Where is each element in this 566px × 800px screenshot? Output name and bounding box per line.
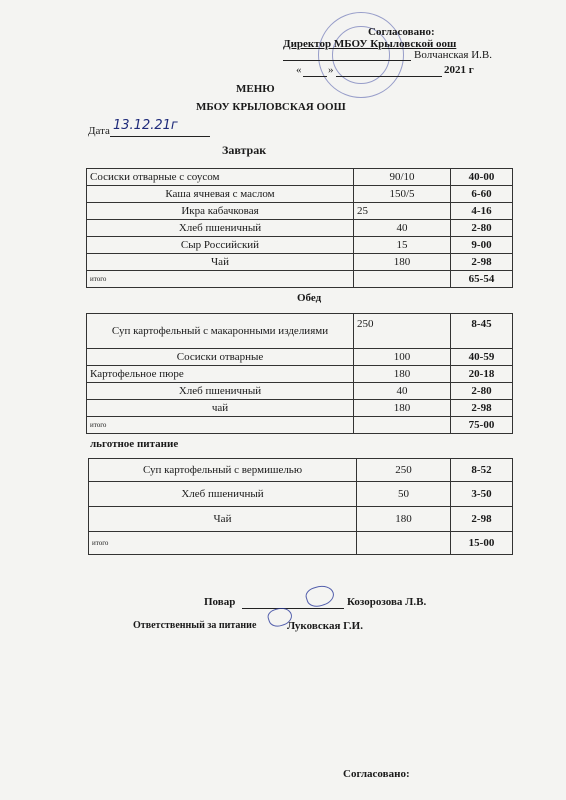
table-total-row <box>89 532 513 555</box>
total-empty-cell <box>357 532 451 555</box>
table-row <box>87 169 513 186</box>
dish-name: Картофельное пюре <box>87 366 354 383</box>
table-row <box>87 400 513 417</box>
dish-name: чай <box>87 400 354 417</box>
responsible-name: Луковская Г.И. <box>287 620 363 632</box>
table-row <box>89 507 513 532</box>
dish-name: Хлеб пшеничный <box>89 482 357 507</box>
cook-signature <box>304 582 337 610</box>
responsible-label: Ответственный за питание <box>133 620 257 631</box>
dish-name: Суп картофельный с макаронными изделиями <box>87 314 354 349</box>
table-total-row <box>87 417 513 434</box>
dish-portion: 40 <box>354 220 451 237</box>
total-label: итого <box>89 532 357 555</box>
total-empty-cell <box>354 271 451 288</box>
lunch-table <box>86 313 513 434</box>
cook-label: Повар <box>204 596 236 608</box>
dish-name: Сосиски отварные с соусом <box>87 169 354 186</box>
table-row <box>87 314 513 349</box>
dish-price: 40-00 <box>451 169 513 186</box>
total-value: 75-00 <box>451 417 513 434</box>
total-empty-cell <box>354 417 451 434</box>
table-row <box>87 366 513 383</box>
dish-price: 2-80 <box>451 383 513 400</box>
dish-name: Сосиски отварные <box>87 349 354 366</box>
table-total-row <box>87 271 513 288</box>
date-label: Дата <box>88 125 110 137</box>
footer-approval-heading: Согласовано: <box>343 768 410 780</box>
total-value: 65-54 <box>451 271 513 288</box>
dish-portion: 250 <box>354 314 451 349</box>
section-title-lunch: Обед <box>297 292 322 304</box>
dish-portion: 250 <box>357 459 451 482</box>
dish-portion: 25 <box>354 203 451 220</box>
dish-price: 2-98 <box>451 254 513 271</box>
section-title-breakfast: Завтрак <box>222 143 267 157</box>
dish-price: 40-59 <box>451 349 513 366</box>
dish-portion: 15 <box>354 237 451 254</box>
total-value: 15-00 <box>451 532 513 555</box>
dish-price: 6-60 <box>451 186 513 203</box>
table-row <box>87 254 513 271</box>
date-value: 13.12.21г <box>113 118 178 133</box>
dish-price: 8-52 <box>451 459 513 482</box>
table-row <box>89 459 513 482</box>
dish-portion: 180 <box>354 254 451 271</box>
dish-portion: 180 <box>357 507 451 532</box>
dish-price: 20-18 <box>451 366 513 383</box>
table-row <box>87 220 513 237</box>
school-name: МБОУ КРЫЛОВСКАЯ ООШ <box>196 101 346 113</box>
dish-name: Сыр Российский <box>87 237 354 254</box>
breakfast-table <box>86 168 513 288</box>
approval-date-open: « <box>296 64 302 76</box>
table-row <box>89 482 513 507</box>
approval-date-day-line <box>303 76 327 77</box>
approval-director-name: Волчанская И.В. <box>414 49 493 61</box>
dish-portion: 50 <box>357 482 451 507</box>
dish-portion: 40 <box>354 383 451 400</box>
approval-year: 2021 г <box>444 64 474 76</box>
dish-name: Чай <box>89 507 357 532</box>
total-label: итого <box>87 271 354 288</box>
dish-price: 2-98 <box>451 400 513 417</box>
dish-portion: 90/10 <box>354 169 451 186</box>
table-row <box>87 383 513 400</box>
dish-price: 9-00 <box>451 237 513 254</box>
total-label: итого <box>87 417 354 434</box>
dish-portion: 150/5 <box>354 186 451 203</box>
approval-date-month-line <box>336 76 442 77</box>
dish-price: 2-80 <box>451 220 513 237</box>
dish-portion: 180 <box>354 366 451 383</box>
approval-director-line: Директор МБОУ Крыловской оош <box>283 38 457 50</box>
dish-portion: 100 <box>354 349 451 366</box>
approval-heading: Согласовано: <box>368 26 435 38</box>
dish-name: Суп картофельный с вермишелью <box>89 459 357 482</box>
approval-date-close: » <box>328 64 334 76</box>
dish-price: 2-98 <box>451 507 513 532</box>
dish-portion: 180 <box>354 400 451 417</box>
section-title-benefit: льготное питание <box>90 438 179 450</box>
benefit-table <box>88 458 513 555</box>
dish-name: Каша ячневая с маслом <box>87 186 354 203</box>
table-row <box>87 186 513 203</box>
dish-name: Икра кабачковая <box>87 203 354 220</box>
approval-signature-line <box>283 60 411 61</box>
table-row <box>87 349 513 366</box>
table-row <box>87 237 513 254</box>
cook-signature-line <box>242 608 344 609</box>
dish-name: Хлеб пшеничный <box>87 383 354 400</box>
dish-price: 3-50 <box>451 482 513 507</box>
dish-name: Чай <box>87 254 354 271</box>
dish-price: 8-45 <box>451 314 513 349</box>
table-row <box>87 203 513 220</box>
menu-title: МЕНЮ <box>236 83 275 95</box>
cook-name: Козорозова Л.В. <box>347 596 427 608</box>
dish-price: 4-16 <box>451 203 513 220</box>
date-underline <box>110 136 210 137</box>
dish-name: Хлеб пшеничный <box>87 220 354 237</box>
